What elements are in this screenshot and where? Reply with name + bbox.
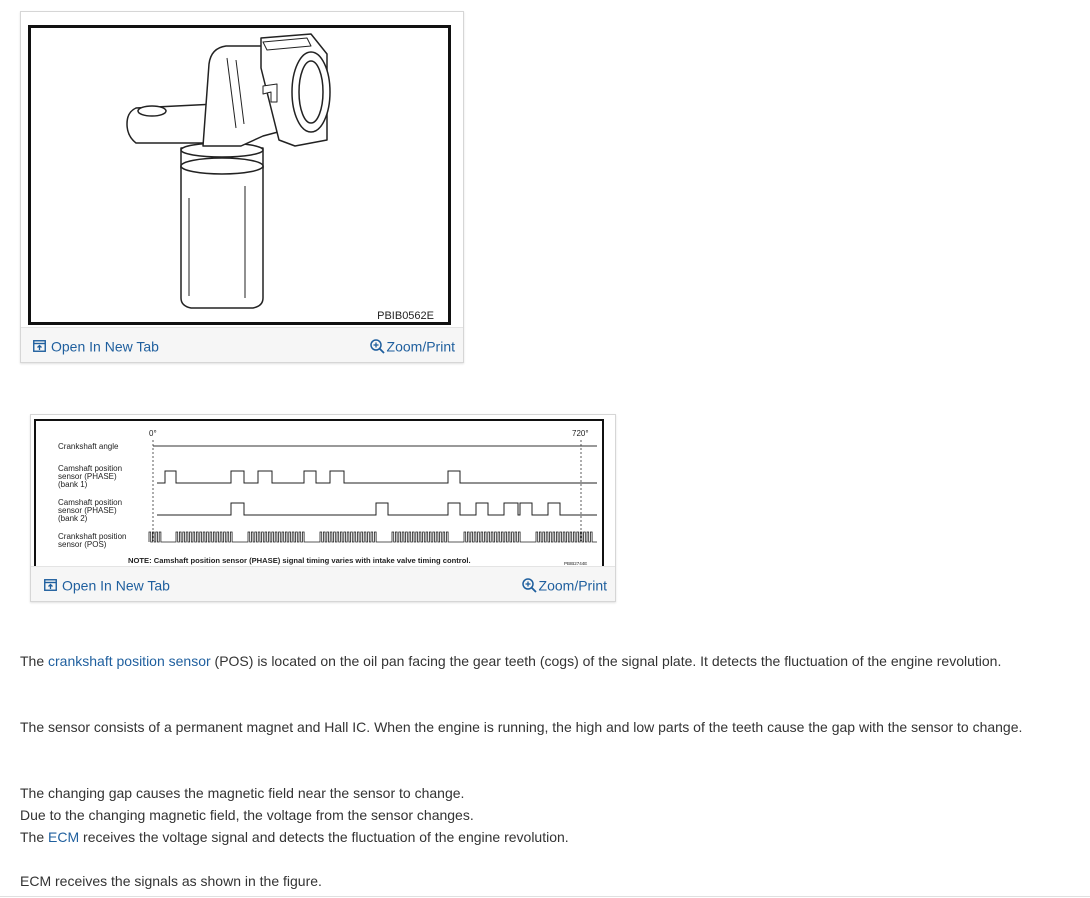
angle-start-label: 0° <box>149 429 157 438</box>
timing-diagram <box>36 421 602 567</box>
open-in-new-tab-button[interactable] <box>44 567 170 601</box>
open-in-new-tab-label: Open In New Tab <box>62 577 170 594</box>
bottom-divider <box>0 896 1090 897</box>
row-label-line: (bank 2) <box>58 514 88 523</box>
text-span: The <box>20 653 49 669</box>
zoom-print-button[interactable] <box>370 328 455 362</box>
zoom-print-button[interactable] <box>522 567 607 601</box>
text-span: The <box>20 829 49 845</box>
row-label-line: Crankshaft position <box>58 532 127 541</box>
crankshaft-position-sensor-link[interactable]: crankshaft position sensor <box>48 653 211 669</box>
pos-waveform <box>149 532 597 542</box>
figure-1-image <box>28 25 451 325</box>
row-label-line: Crankshaft angle <box>58 442 119 451</box>
row-label-crank-angle <box>58 442 119 451</box>
zoom-in-icon <box>522 578 537 593</box>
row-label-phase-bank2 <box>58 498 124 523</box>
figure-2-image <box>34 419 604 569</box>
ecm-link[interactable]: ECM <box>48 829 80 845</box>
timing-note: NOTE: Camshaft position sensor (PHASE) signal timing varies with intake valve timing control. <box>128 556 471 565</box>
paragraph-operation <box>20 782 1080 848</box>
text-span: (POS) is located on the oil pan facing the gear teeth (cogs) of the signal plate. It detects the fluctuation of the engine revolution. <box>210 653 1002 669</box>
operation-line-1: The changing gap causes the magnetic field near the sensor to change. <box>20 785 465 801</box>
row-label-line: Camshaft position <box>58 498 123 507</box>
zoom-print-label: Zoom/Print <box>538 577 607 594</box>
open-external-icon <box>44 579 57 591</box>
row-label-line: sensor (PHASE) <box>58 506 117 515</box>
paragraph-ecm-signals: ECM receives the signals as shown in the figure. <box>20 873 322 889</box>
open-in-new-tab-label: Open In New Tab <box>51 338 159 355</box>
figure-2-code-label: PBIB2744E <box>564 561 588 566</box>
phase-bank1-waveform <box>157 471 597 483</box>
operation-line-2: Due to the changing magnetic field, the voltage from the sensor changes. <box>20 807 474 823</box>
figure-1-code-label: PBIB0562E <box>377 310 434 322</box>
row-label-line: Camshaft position <box>58 464 123 473</box>
figure-2-footer <box>31 566 615 601</box>
zoom-print-label: Zoom/Print <box>386 338 455 355</box>
open-external-icon <box>33 340 46 352</box>
open-in-new-tab-button[interactable] <box>33 328 159 362</box>
row-label-phase-bank1 <box>58 464 124 489</box>
row-label-line: (bank 1) <box>58 480 88 489</box>
sensor-illustration <box>31 28 448 322</box>
phase-bank2-waveform <box>157 503 597 515</box>
figure-1-card <box>20 11 464 363</box>
row-label-line: sensor (PHASE) <box>58 472 117 481</box>
zoom-in-icon <box>370 339 385 354</box>
paragraph-pos-location <box>20 650 1080 672</box>
operation-line-3 <box>20 826 1080 848</box>
row-label-pos <box>58 532 129 549</box>
angle-end-label: 720° <box>572 429 589 438</box>
paragraph-sensor-construction: The sensor consists of a permanent magnet and Hall IC. When the engine is running, the high and low parts of the teeth cause the gap with the sensor to change. <box>20 719 1023 735</box>
row-label-line: sensor (POS) <box>58 540 107 549</box>
text-span: receives the voltage signal and detects the fluctuation of the engine revolution. <box>79 829 569 845</box>
figure-2-card <box>30 414 616 602</box>
figure-1-footer <box>21 327 463 362</box>
